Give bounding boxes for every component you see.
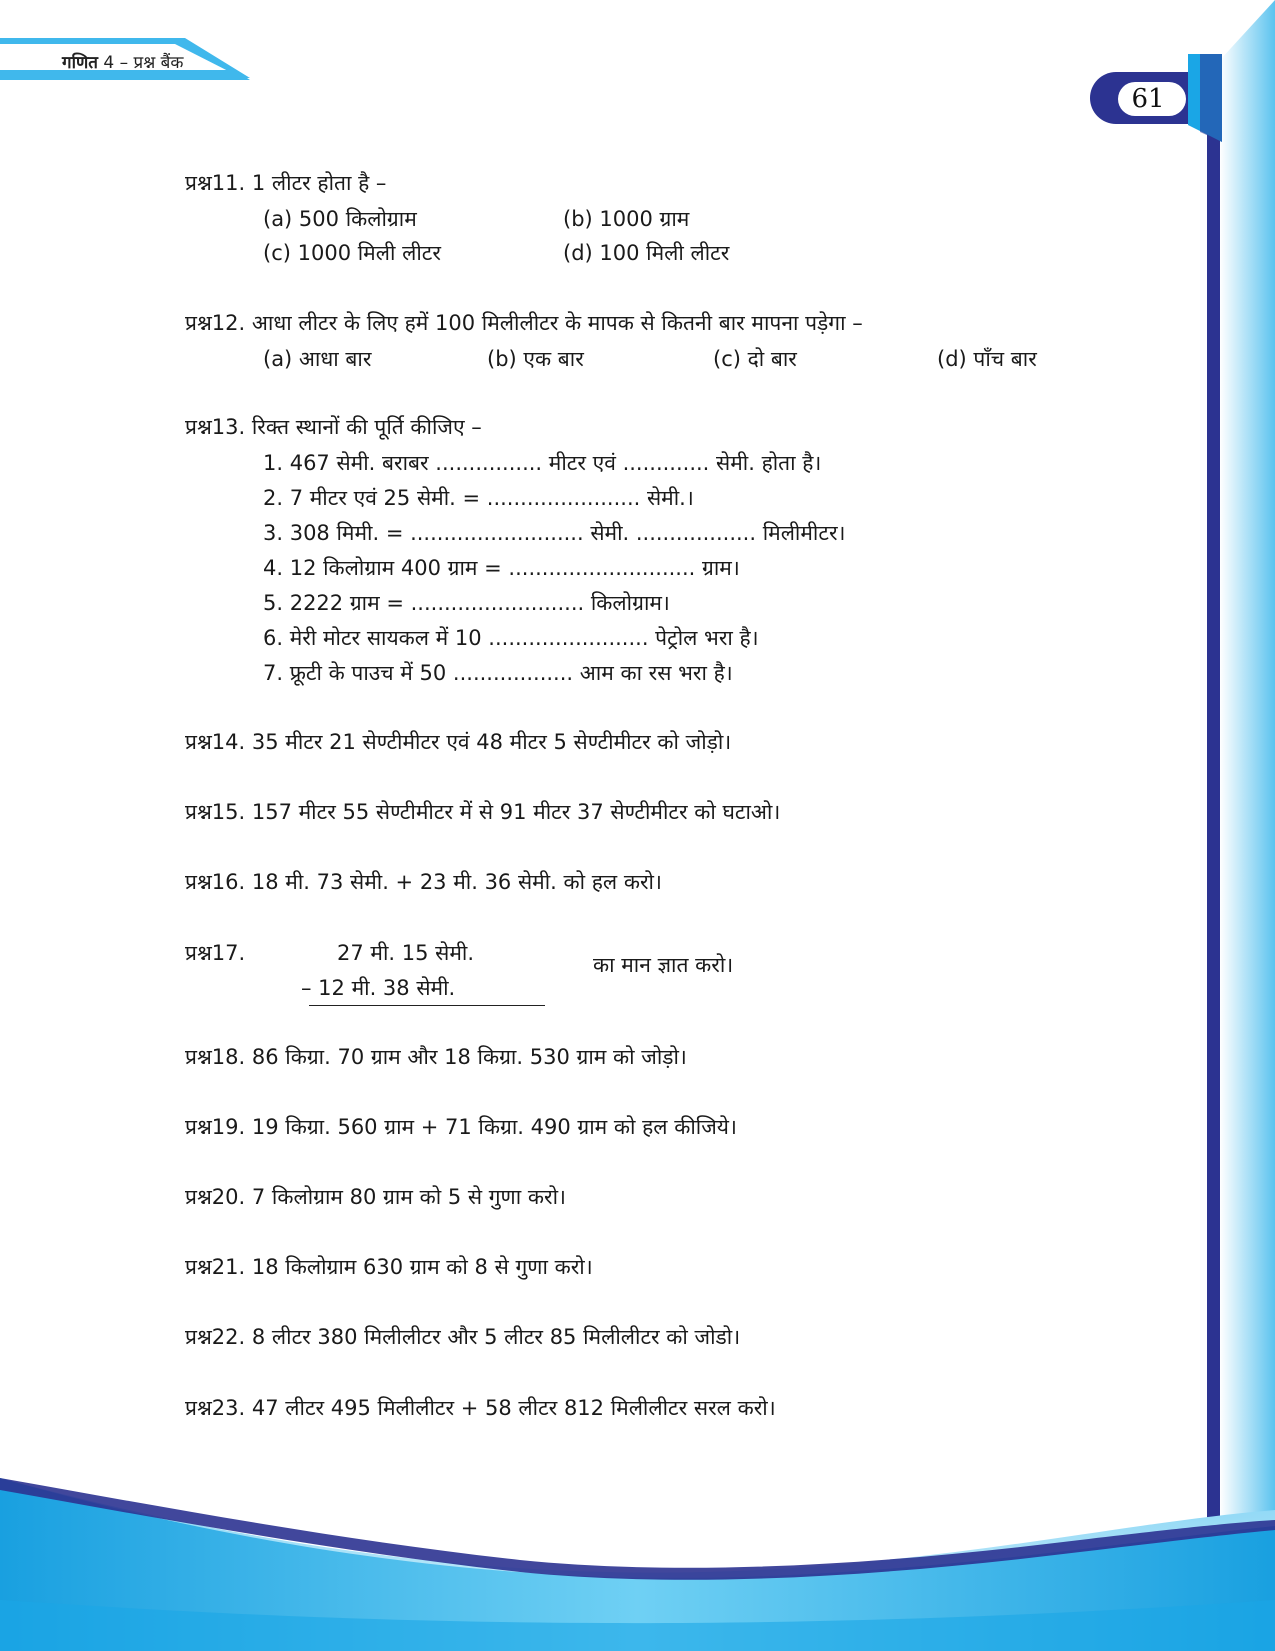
q13-item-6: 6. मेरी मोटर सायकल में 10 ........................ पेट्रोल भरा है। [263,626,759,650]
question-20: प्रश्न20. 7 किलोग्राम 80 ग्राम को 5 से गुणा करो। [185,1185,566,1209]
question-11: प्रश्न11. 1 लीटर होता है – [185,171,387,195]
right-band [1195,0,1275,1520]
bottom-wave [0,1478,1275,1651]
question-13: प्रश्न13. रिक्त स्थानों की पूर्ति कीजिए – [185,415,482,439]
question-18: प्रश्न18. 86 किग्रा. 70 ग्राम और 18 किग्रा. 530 ग्राम को जोड़ो। [185,1045,687,1069]
q11-option-c: (c) 1000 मिली लीटर [263,241,441,265]
q11-option-a: (a) 500 किलोग्राम [263,207,417,231]
q12-option-d: (d) पाँच बार [937,347,1037,371]
question-21: प्रश्न21. 18 किलोग्राम 630 ग्राम को 8 से गुणा करो। [185,1255,593,1279]
q11-option-b: (b) 1000 ग्राम [563,207,690,231]
q13-item-3: 3. 308 मिमी. = .......................... सेमी. .................. मिलीमीटर। [263,521,846,545]
q12-option-c: (c) दो बार [713,347,797,371]
question-23: प्रश्न23. 47 लीटर 495 मिलीलीटर + 58 लीटर 812 मिलीलीटर सरल करो। [185,1396,776,1420]
q13-item-5: 5. 2222 ग्राम = .......................... किलोग्राम। [263,591,670,615]
q13-item-1: 1. 467 सेमी. बराबर ................ मीटर एवं ............. सेमी. होता है। [263,451,822,475]
q11-option-d: (d) 100 मिली लीटर [563,241,730,265]
question-14: प्रश्न14. 35 मीटर 21 सेण्टीमीटर एवं 48 मीटर 5 सेण्टीमीटर को जोड़ो। [185,730,732,754]
header-title [62,50,183,73]
question-16: प्रश्न16. 18 मी. 73 सेमी. + 23 मी. 36 सेमी. को हल करो। [185,870,662,894]
q17-underline [309,1005,545,1006]
page-number: 61 [1131,84,1165,114]
q12-option-b: (b) एक बार [487,347,584,371]
q13-item-2: 2. 7 मीटर एवं 25 सेमी. = ....................... सेमी.। [263,486,694,510]
q17-line-1: 27 मी. 15 सेमी. [337,941,475,965]
header-dash: – [119,53,129,73]
header-book: प्रश्न बैंक [133,53,184,73]
question-12: प्रश्न12. आधा लीटर के लिए हमें 100 मिलीलीटर के मापक से कितनी बार मापना पड़ेगा – [185,311,863,335]
q17-line-2: – 12 मी. 38 सेमी. [301,976,456,1000]
q12-option-a: (a) आधा बार [263,347,372,371]
question-17-label: प्रश्न17. [185,941,246,965]
question-22: प्रश्न22. 8 लीटर 380 मिलीलीटर और 5 लीटर 85 मिलीलीटर को जोडो। [185,1325,741,1349]
header-subject: गणित [62,53,98,73]
question-15: प्रश्न15. 157 मीटर 55 सेण्टीमीटर में से 91 मीटर 37 सेण्टीमीटर को घटाओ। [185,800,781,824]
q17-instruction: का मान ज्ञात करो। [593,953,734,977]
q13-item-4: 4. 12 किलोग्राम 400 ग्राम = ............................ ग्राम। [263,556,740,580]
q13-item-7: 7. फ्रूटी के पाउच में 50 .................. आम का रस भरा है। [263,661,733,685]
question-19: प्रश्न19. 19 किग्रा. 560 ग्राम + 71 किग्रा. 490 ग्राम को हल कीजिये। [185,1115,737,1139]
header-grade: 4 [103,53,115,73]
